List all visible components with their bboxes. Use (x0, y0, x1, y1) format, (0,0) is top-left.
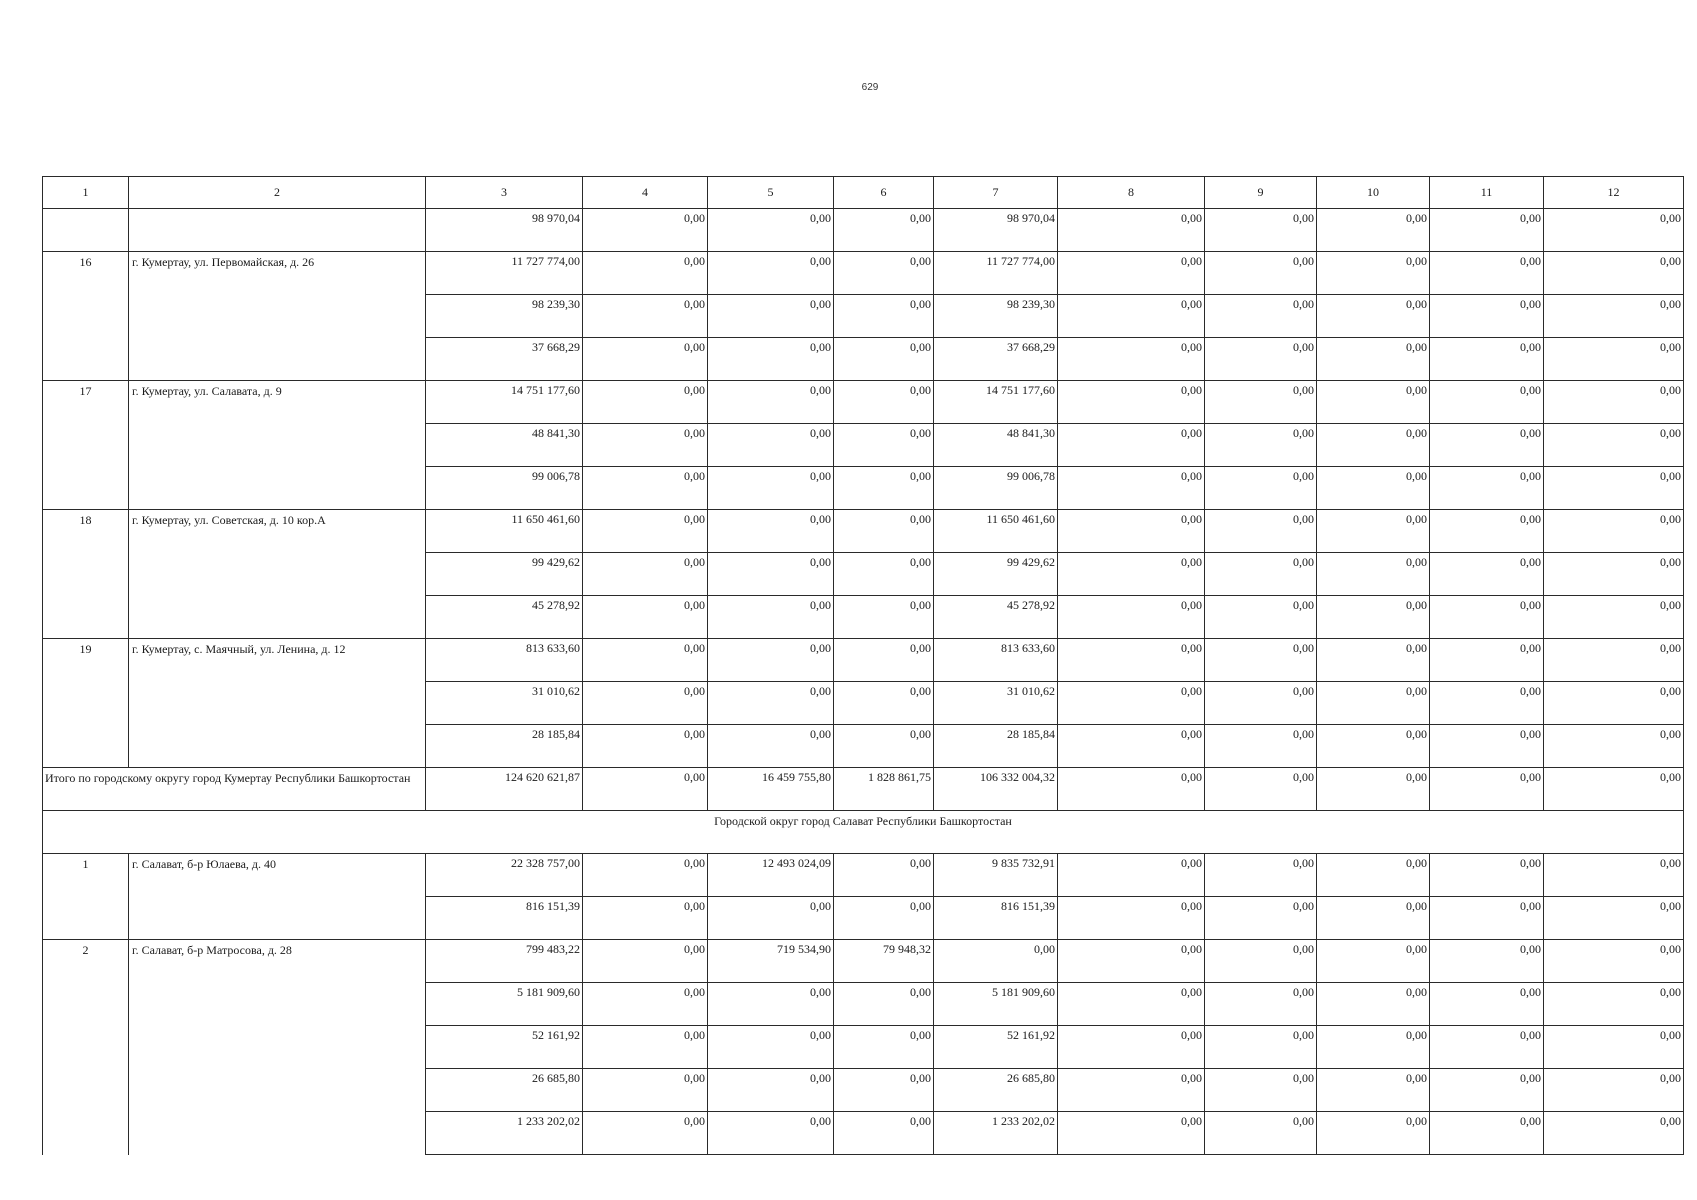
column-header-2: 2 (129, 177, 426, 209)
value-col-11: 0,00 (1430, 639, 1544, 682)
value-col-12: 0,00 (1544, 940, 1684, 983)
value-col-11: 0,00 (1430, 768, 1544, 811)
value-col-10: 0,00 (1317, 1112, 1430, 1155)
page-number: 629 (861, 82, 879, 93)
value-col-4: 0,00 (583, 639, 708, 682)
value-col-8: 0,00 (1058, 381, 1205, 424)
value-col-9: 0,00 (1205, 682, 1317, 725)
column-header-6: 6 (834, 177, 934, 209)
value-col-7: 106 332 004,32 (934, 768, 1058, 811)
value-col-4: 0,00 (583, 510, 708, 553)
value-col-5: 0,00 (708, 682, 834, 725)
value-col-9: 0,00 (1205, 854, 1317, 897)
row-number: 16 (43, 252, 129, 381)
column-header-7: 7 (934, 177, 1058, 209)
value-col-10: 0,00 (1317, 295, 1430, 338)
column-header-1: 1 (43, 177, 129, 209)
value-col-9: 0,00 (1205, 381, 1317, 424)
value-col-10: 0,00 (1317, 854, 1430, 897)
value-col-11: 0,00 (1430, 510, 1544, 553)
value-col-8: 0,00 (1058, 897, 1205, 940)
value-col-4: 0,00 (583, 424, 708, 467)
value-col-8: 0,00 (1058, 338, 1205, 381)
value-col-4: 0,00 (583, 983, 708, 1026)
value-col-9: 0,00 (1205, 940, 1317, 983)
value-col-5: 0,00 (708, 209, 834, 252)
value-col-5: 0,00 (708, 381, 834, 424)
value-col-6: 0,00 (834, 854, 934, 897)
value-col-7: 5 181 909,60 (934, 983, 1058, 1026)
value-col-9: 0,00 (1205, 897, 1317, 940)
value-col-4: 0,00 (583, 381, 708, 424)
value-col-11: 0,00 (1430, 854, 1544, 897)
value-col-9: 0,00 (1205, 639, 1317, 682)
value-col-9: 0,00 (1205, 209, 1317, 252)
value-col-12: 0,00 (1544, 209, 1684, 252)
column-header-5: 5 (708, 177, 834, 209)
value-col-8: 0,00 (1058, 682, 1205, 725)
value-col-3: 11 727 774,00 (426, 252, 583, 295)
value-col-8: 0,00 (1058, 768, 1205, 811)
value-col-4: 0,00 (583, 553, 708, 596)
value-col-11: 0,00 (1430, 553, 1544, 596)
value-col-10: 0,00 (1317, 682, 1430, 725)
value-col-6: 0,00 (834, 596, 934, 639)
value-col-8: 0,00 (1058, 252, 1205, 295)
value-col-4: 0,00 (583, 467, 708, 510)
value-col-4: 0,00 (583, 252, 708, 295)
value-col-3: 816 151,39 (426, 897, 583, 940)
address: г. Кумертау, ул. Первомайская, д. 26 (129, 252, 426, 381)
value-col-8: 0,00 (1058, 1112, 1205, 1155)
value-col-3: 11 650 461,60 (426, 510, 583, 553)
value-col-11: 0,00 (1430, 596, 1544, 639)
table-row (43, 639, 1684, 682)
total-label: Итого по городскому округу город Кумертау Республики Башкортостан (43, 768, 426, 811)
value-col-10: 0,00 (1317, 553, 1430, 596)
value-col-7: 52 161,92 (934, 1026, 1058, 1069)
value-col-12: 0,00 (1544, 639, 1684, 682)
value-col-4: 0,00 (583, 1069, 708, 1112)
value-col-9: 0,00 (1205, 1112, 1317, 1155)
value-col-7: 37 668,29 (934, 338, 1058, 381)
value-col-9: 0,00 (1205, 725, 1317, 768)
value-col-11: 0,00 (1430, 209, 1544, 252)
row-number (43, 209, 129, 252)
value-col-4: 0,00 (583, 682, 708, 725)
value-col-6: 0,00 (834, 295, 934, 338)
value-col-10: 0,00 (1317, 940, 1430, 983)
row-number: 1 (43, 854, 129, 940)
value-col-9: 0,00 (1205, 768, 1317, 811)
value-col-12: 0,00 (1544, 854, 1684, 897)
value-col-12: 0,00 (1544, 1069, 1684, 1112)
value-col-10: 0,00 (1317, 983, 1430, 1026)
column-header-8: 8 (1058, 177, 1205, 209)
table-row (43, 768, 1684, 811)
value-col-6: 0,00 (834, 424, 934, 467)
value-col-9: 0,00 (1205, 983, 1317, 1026)
table-row (43, 252, 1684, 295)
value-col-8: 0,00 (1058, 424, 1205, 467)
column-header-4: 4 (583, 177, 708, 209)
address (129, 209, 426, 252)
value-col-6: 0,00 (834, 1026, 934, 1069)
value-col-8: 0,00 (1058, 854, 1205, 897)
value-col-6: 0,00 (834, 252, 934, 295)
address: г. Кумертау, ул. Салавата, д. 9 (129, 381, 426, 510)
value-col-5: 0,00 (708, 1069, 834, 1112)
value-col-8: 0,00 (1058, 940, 1205, 983)
value-col-3: 98 239,30 (426, 295, 583, 338)
value-col-5: 0,00 (708, 467, 834, 510)
value-col-9: 0,00 (1205, 252, 1317, 295)
value-col-11: 0,00 (1430, 338, 1544, 381)
value-col-5: 0,00 (708, 1026, 834, 1069)
value-col-3: 99 429,62 (426, 553, 583, 596)
value-col-6: 0,00 (834, 639, 934, 682)
value-col-6: 0,00 (834, 553, 934, 596)
column-header-3: 3 (426, 177, 583, 209)
value-col-8: 0,00 (1058, 639, 1205, 682)
value-col-7: 11 650 461,60 (934, 510, 1058, 553)
value-col-5: 0,00 (708, 1112, 834, 1155)
value-col-8: 0,00 (1058, 1069, 1205, 1112)
value-col-4: 0,00 (583, 596, 708, 639)
value-col-12: 0,00 (1544, 768, 1684, 811)
table-row (43, 209, 1684, 252)
column-header-11: 11 (1430, 177, 1544, 209)
value-col-5: 0,00 (708, 983, 834, 1026)
value-col-12: 0,00 (1544, 1112, 1684, 1155)
value-col-12: 0,00 (1544, 983, 1684, 1026)
value-col-10: 0,00 (1317, 639, 1430, 682)
value-col-3: 26 685,80 (426, 1069, 583, 1112)
value-col-7: 26 685,80 (934, 1069, 1058, 1112)
value-col-4: 0,00 (583, 897, 708, 940)
table-row (43, 381, 1684, 424)
address: г. Салават, б-р Матросова, д. 28 (129, 940, 426, 1155)
value-col-9: 0,00 (1205, 295, 1317, 338)
value-col-7: 0,00 (934, 940, 1058, 983)
value-col-7: 98 970,04 (934, 209, 1058, 252)
value-col-7: 813 633,60 (934, 639, 1058, 682)
value-col-3: 37 668,29 (426, 338, 583, 381)
value-col-12: 0,00 (1544, 596, 1684, 639)
value-col-12: 0,00 (1544, 553, 1684, 596)
row-number: 17 (43, 381, 129, 510)
value-col-7: 48 841,30 (934, 424, 1058, 467)
value-col-6: 0,00 (834, 983, 934, 1026)
value-col-8: 0,00 (1058, 1026, 1205, 1069)
value-col-10: 0,00 (1317, 725, 1430, 768)
value-col-6: 0,00 (834, 1112, 934, 1155)
value-col-8: 0,00 (1058, 510, 1205, 553)
value-col-5: 0,00 (708, 252, 834, 295)
value-col-3: 98 970,04 (426, 209, 583, 252)
value-col-11: 0,00 (1430, 467, 1544, 510)
value-col-6: 0,00 (834, 381, 934, 424)
value-col-6: 0,00 (834, 209, 934, 252)
value-col-6: 79 948,32 (834, 940, 934, 983)
value-col-10: 0,00 (1317, 768, 1430, 811)
value-col-9: 0,00 (1205, 510, 1317, 553)
value-col-10: 0,00 (1317, 252, 1430, 295)
value-col-11: 0,00 (1430, 1069, 1544, 1112)
value-col-6: 0,00 (834, 338, 934, 381)
value-col-4: 0,00 (583, 940, 708, 983)
value-col-7: 45 278,92 (934, 596, 1058, 639)
value-col-11: 0,00 (1430, 940, 1544, 983)
table-row (43, 811, 1684, 854)
value-col-5: 12 493 024,09 (708, 854, 834, 897)
value-col-11: 0,00 (1430, 897, 1544, 940)
value-col-5: 0,00 (708, 596, 834, 639)
value-col-5: 0,00 (708, 897, 834, 940)
value-col-6: 0,00 (834, 682, 934, 725)
value-col-5: 16 459 755,80 (708, 768, 834, 811)
value-col-6: 0,00 (834, 510, 934, 553)
value-col-11: 0,00 (1430, 725, 1544, 768)
value-col-3: 31 010,62 (426, 682, 583, 725)
value-col-10: 0,00 (1317, 1069, 1430, 1112)
value-col-10: 0,00 (1317, 1026, 1430, 1069)
value-col-4: 0,00 (583, 854, 708, 897)
value-col-6: 0,00 (834, 897, 934, 940)
value-col-8: 0,00 (1058, 725, 1205, 768)
header-row (43, 177, 1684, 209)
value-col-5: 0,00 (708, 639, 834, 682)
address: г. Салават, б-р Юлаева, д. 40 (129, 854, 426, 940)
value-col-12: 0,00 (1544, 338, 1684, 381)
table-row (43, 854, 1684, 897)
value-col-11: 0,00 (1430, 381, 1544, 424)
value-col-12: 0,00 (1544, 424, 1684, 467)
value-col-5: 0,00 (708, 295, 834, 338)
row-number: 18 (43, 510, 129, 639)
value-col-6: 0,00 (834, 1069, 934, 1112)
value-col-12: 0,00 (1544, 682, 1684, 725)
value-col-4: 0,00 (583, 338, 708, 381)
value-col-12: 0,00 (1544, 725, 1684, 768)
value-col-5: 0,00 (708, 338, 834, 381)
value-col-6: 0,00 (834, 467, 934, 510)
value-col-12: 0,00 (1544, 295, 1684, 338)
row-number: 19 (43, 639, 129, 768)
value-col-3: 813 633,60 (426, 639, 583, 682)
value-col-3: 22 328 757,00 (426, 854, 583, 897)
value-col-7: 11 727 774,00 (934, 252, 1058, 295)
value-col-9: 0,00 (1205, 338, 1317, 381)
value-col-7: 31 010,62 (934, 682, 1058, 725)
value-col-6: 1 828 861,75 (834, 768, 934, 811)
value-col-7: 816 151,39 (934, 897, 1058, 940)
value-col-11: 0,00 (1430, 295, 1544, 338)
value-col-9: 0,00 (1205, 1026, 1317, 1069)
value-col-3: 14 751 177,60 (426, 381, 583, 424)
value-col-3: 45 278,92 (426, 596, 583, 639)
value-col-3: 48 841,30 (426, 424, 583, 467)
value-col-3: 1 233 202,02 (426, 1112, 583, 1155)
value-col-4: 0,00 (583, 295, 708, 338)
value-col-11: 0,00 (1430, 983, 1544, 1026)
value-col-8: 0,00 (1058, 467, 1205, 510)
value-col-10: 0,00 (1317, 338, 1430, 381)
value-col-11: 0,00 (1430, 1026, 1544, 1069)
value-col-4: 0,00 (583, 209, 708, 252)
value-col-4: 0,00 (583, 1026, 708, 1069)
table-row (43, 510, 1684, 553)
value-col-10: 0,00 (1317, 467, 1430, 510)
data-table (42, 176, 1684, 1155)
value-col-8: 0,00 (1058, 295, 1205, 338)
value-col-12: 0,00 (1544, 381, 1684, 424)
value-col-4: 0,00 (583, 1112, 708, 1155)
value-col-7: 9 835 732,91 (934, 854, 1058, 897)
value-col-10: 0,00 (1317, 209, 1430, 252)
column-header-12: 12 (1544, 177, 1684, 209)
value-col-3: 28 185,84 (426, 725, 583, 768)
value-col-11: 0,00 (1430, 682, 1544, 725)
value-col-10: 0,00 (1317, 596, 1430, 639)
value-col-9: 0,00 (1205, 467, 1317, 510)
value-col-12: 0,00 (1544, 897, 1684, 940)
value-col-9: 0,00 (1205, 596, 1317, 639)
value-col-4: 0,00 (583, 768, 708, 811)
value-col-3: 52 161,92 (426, 1026, 583, 1069)
value-col-11: 0,00 (1430, 1112, 1544, 1155)
value-col-8: 0,00 (1058, 983, 1205, 1026)
value-col-5: 0,00 (708, 725, 834, 768)
value-col-7: 99 006,78 (934, 467, 1058, 510)
value-col-9: 0,00 (1205, 553, 1317, 596)
value-col-3: 5 181 909,60 (426, 983, 583, 1026)
value-col-5: 719 534,90 (708, 940, 834, 983)
value-col-8: 0,00 (1058, 209, 1205, 252)
value-col-6: 0,00 (834, 725, 934, 768)
value-col-5: 0,00 (708, 424, 834, 467)
value-col-10: 0,00 (1317, 897, 1430, 940)
value-col-4: 0,00 (583, 725, 708, 768)
value-col-7: 28 185,84 (934, 725, 1058, 768)
address: г. Кумертау, с. Маячный, ул. Ленина, д. 12 (129, 639, 426, 768)
value-col-10: 0,00 (1317, 510, 1430, 553)
value-col-12: 0,00 (1544, 1026, 1684, 1069)
table-body (43, 177, 1684, 1155)
value-col-7: 99 429,62 (934, 553, 1058, 596)
value-col-12: 0,00 (1544, 252, 1684, 295)
value-col-3: 99 006,78 (426, 467, 583, 510)
address: г. Кумертау, ул. Советская, д. 10 кор.А (129, 510, 426, 639)
column-header-10: 10 (1317, 177, 1430, 209)
value-col-10: 0,00 (1317, 424, 1430, 467)
value-col-7: 98 239,30 (934, 295, 1058, 338)
value-col-7: 14 751 177,60 (934, 381, 1058, 424)
value-col-5: 0,00 (708, 553, 834, 596)
value-col-8: 0,00 (1058, 553, 1205, 596)
column-header-9: 9 (1205, 177, 1317, 209)
value-col-12: 0,00 (1544, 467, 1684, 510)
table-row (43, 940, 1684, 983)
value-col-9: 0,00 (1205, 1069, 1317, 1112)
value-col-12: 0,00 (1544, 510, 1684, 553)
value-col-5: 0,00 (708, 510, 834, 553)
value-col-11: 0,00 (1430, 424, 1544, 467)
value-col-9: 0,00 (1205, 424, 1317, 467)
value-col-7: 1 233 202,02 (934, 1112, 1058, 1155)
value-col-10: 0,00 (1317, 381, 1430, 424)
row-number: 2 (43, 940, 129, 1155)
value-col-3: 124 620 621,87 (426, 768, 583, 811)
value-col-11: 0,00 (1430, 252, 1544, 295)
value-col-3: 799 483,22 (426, 940, 583, 983)
region-heading: Городской округ город Салават Республики Башкортостан (43, 811, 1684, 854)
value-col-8: 0,00 (1058, 596, 1205, 639)
